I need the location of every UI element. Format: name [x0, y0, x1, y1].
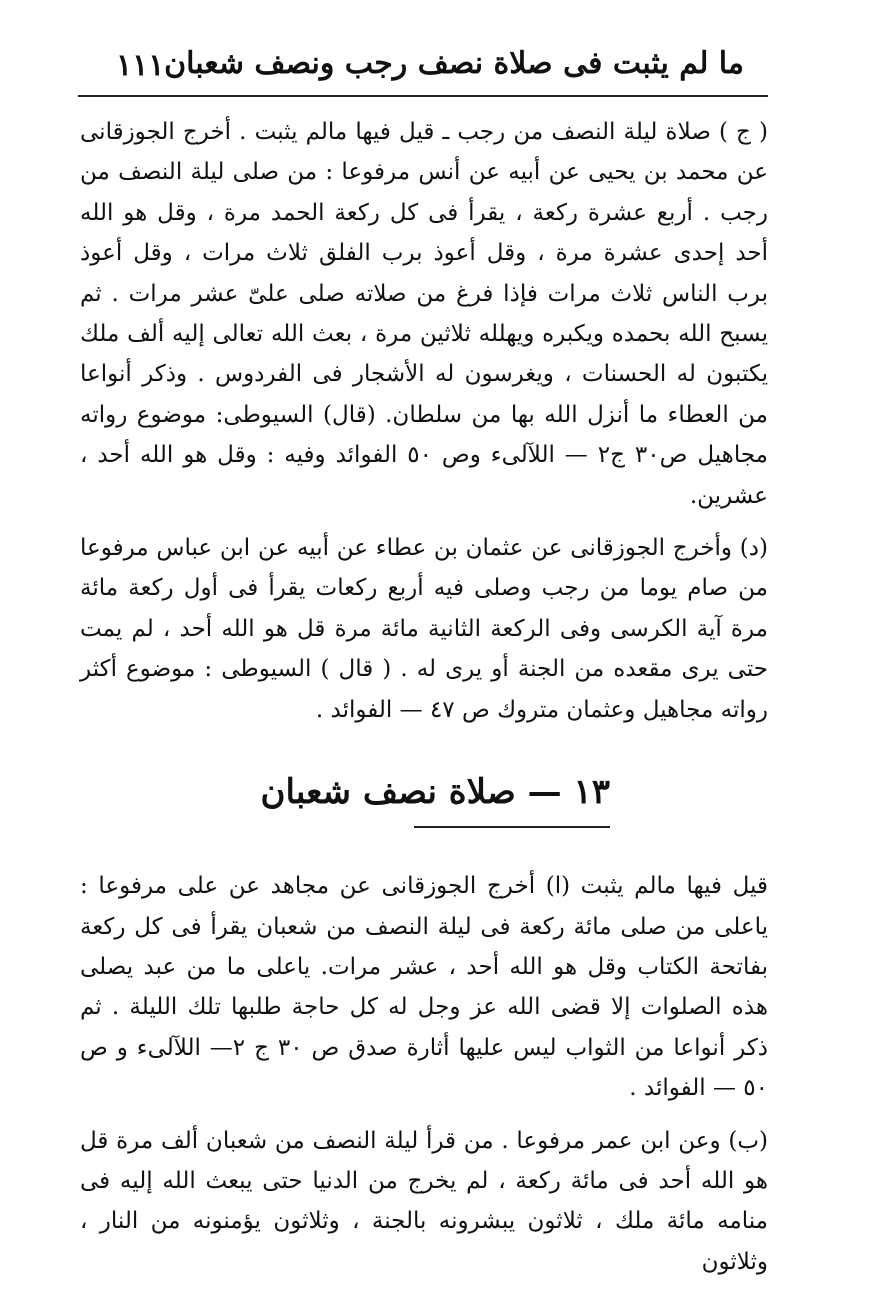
header-divider — [78, 95, 768, 97]
section-title: ١٣ — صلاة نصف شعبان — [260, 772, 610, 813]
page-content — [80, 112, 768, 1282]
paragraph-shaban-alif: قيل فيها مالم يثبت (ا) أخرج الجوزقانى عن مجاهد عن على مرفوعا : ياعلى من صلى مائة ركعة فى ليلة النصف من شعبان يقرأ فى كل ركعة بفاتحة الكتاب وقل هو الله أحد ، عشر مرات. ياعلى ما من عبد يصلى هذه الصلوات إلا قضى الله عز وجل له كل حاجة طلبها تلك الليلة . ثم ذكر أنواعا من الثواب ليس عليها أثارة صدق ص ٣٠ ج ٢— اللآلىء و ص ٥٠ — الفوائد . — [80, 873, 769, 1102]
running-title: ما لم يثبت فى صلاة نصف رجب ونصف شعبان — [164, 46, 744, 81]
paragraph-rajab-jim: ( ج ) صلاة ليلة النصف من رجب ـ قيل فيها مالم يثبت . أخرج الجوزقانى عن محمد بن يحيى عن أبيه عن أنس مرفوعا : من صلى ليلة النصف من رجب . أربع عشرة ركعة ، يقرأ فى كل ركعة الحمد مرة ، وقل هو الله أحد إحدى عشرة مرة ، وقل أعوذ برب الفلق ثلاث مرات ، وقل أعوذ برب الناس ثلاث مرات فإذا فرغ من صلاته صلى علىّ عشر مرات . ثم يسبح الله بحمده ويكبره ويهلله ثلاثين مرة ، بعث الله تعالى إليه ألف ملك يكتبون له الحسنات ، ويغرسون له الأشجار فى الفردوس . وذكر أنواعا من العطاء ما أنزل الله بها من سلطان. (قال) السيوطى: موضوع رواته مجاهيل ص٣٠ ج٢ — اللآلىء وص ٥٠ الفوائد وفيه : وقل هو الله أحد ، عشرين. — [80, 119, 768, 509]
page-header — [78, 40, 766, 92]
page-number: ١١١ — [116, 48, 165, 83]
paragraph-rajab-dal: (د) وأخرج الجوزقانى عن عثمان بن عطاء عن أبيه عن ابن عباس مرفوعا من صام يوما من رجب وصلى فيه أربع ركعات يقرأ فى أول ركعة مائة مرة آية الكرسى وفى الركعة الثانية مائة مرة قل هو الله أحد ، لم يمت حتى يرى مقعده من الجنة أو يرى له . ( قال ) السيوطى : موضوع أكثر رواته مجاهيل وعثمان متروك ص ٤٧ — الفوائد . — [80, 535, 768, 723]
section-heading — [80, 756, 768, 866]
section-title-underline — [414, 826, 610, 828]
paragraph-shaban-ba: (ب) وعن ابن عمر مرفوعا . من قرأ ليلة النصف من شعبان ألف مرة قل هو الله أحد فى مائة ركعة ، لم يخرج من الدنيا حتى يبعث الله إليه فى منامه مائة ملك ، ثلاثون يبشرونه بالجنة ، وثلاثون يؤمنونه من النار ، وثلاثون — [80, 1127, 768, 1275]
